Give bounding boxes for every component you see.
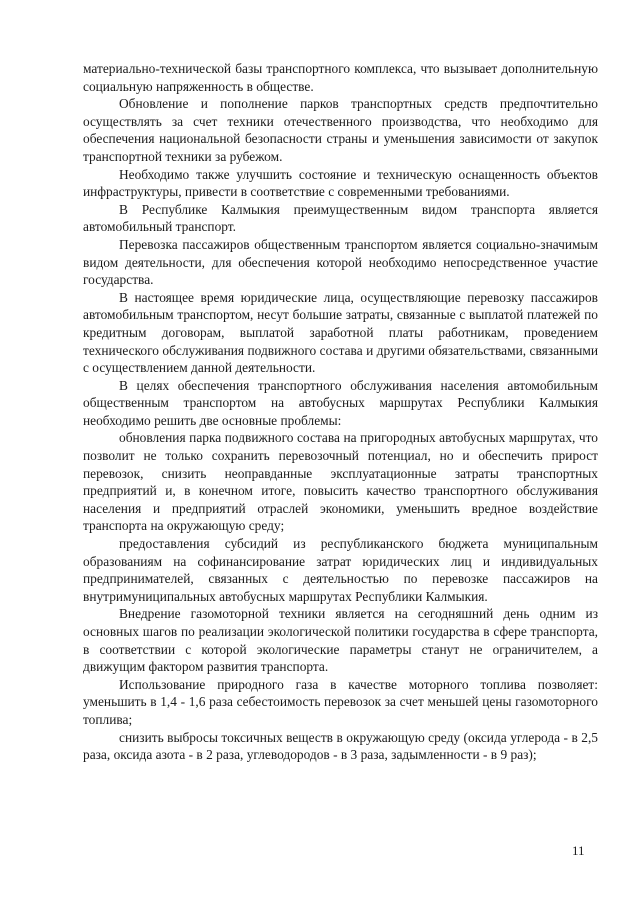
paragraph-2: Обновление и пополнение парков транспортных средств предпочтительно осуществлять за счет техники отечественного производства, что необходимо для обеспечения национальной безопасности страны и уменьшения зависимости от закупок транспортной техники за рубежом. bbox=[83, 96, 598, 164]
paragraph-4: В Республике Калмыкия преимущественным видом транспорта является автомобильный транспорт. bbox=[83, 201, 598, 235]
paragraph-8: обновления парка подвижного состава на пригородных автобусных маршрутах, что позволит не только сохранить перевозочный потенциал, но и обеспечить прирост перевозок, снизить неоправданные эксплуатационные затраты транспортных предприятий и, в конечном итоге, повысить качество транспортного обслуживания населения и предприятий отраслей экономики, уменьшить вредное воздействие транспорта на окружающую среду; bbox=[83, 430, 598, 534]
page-number: 11 bbox=[572, 843, 585, 858]
document-body bbox=[83, 60, 598, 764]
paragraph-5: Перевозка пассажиров общественным транспортом является социально-значимым видом деятельности, для обеспечения которой необходимо непосредственное участие государства. bbox=[83, 236, 598, 288]
paragraph-12: снизить выбросы токсичных веществ в окружающую среду (оксида углерода - в 2,5 раза, оксида азота - в 2 раза, углеводородов - в 3 раза, задымленности - в 9 раз); bbox=[83, 729, 598, 763]
paragraph-10: Внедрение газомоторной техники является на сегодняшний день одним из основных шагов по реализации экологической политики государства в сфере транспорта, в соответствии с которой экологические параметры станут не ограничителем, а движущим фактором развития транспорта. bbox=[83, 606, 598, 675]
paragraph-3: Необходимо также улучшить состояние и техническую оснащенность объектов инфраструктуры, привести в соответствие с современными требованиями. bbox=[83, 166, 598, 200]
paragraph-11: Использование природного газа в качестве моторного топлива позволяет: уменьшить в 1,4 - 1,6 раза себестоимость перевозок за счет меньшей цены газомоторного топлива; bbox=[83, 676, 598, 727]
paragraph-1: материально-технической базы транспортного комплекса, что вызывает дополнительную социальную напряженность в обществе. bbox=[83, 61, 598, 94]
paragraph-6: В настоящее время юридические лица, осуществляющие перевозку пассажиров автомобильным транспортом, несут большие затраты, связанные с выплатой платежей по кредитным договорам, выплатой заработной платы работникам, проведением технического обслуживания подвижного состава и другими обязательствами, связанными с осуществлением данной деятельности. bbox=[83, 289, 598, 376]
paragraph-9: предоставления субсидий из республиканского бюджета муниципальным образованиям на софинансирование затрат юридических лиц и индивидуальных предпринимателей, связанных с деятельностью по перевозке пассажиров на внутримуниципальных автобусных маршрутах Республики Калмыкия. bbox=[83, 536, 598, 604]
paragraph-7: В целях обеспечения транспортного обслуживания населения автомобильным общественным транспортом на автобусных маршрутах Республики Калмыкия необходимо решить две основные проблемы: bbox=[83, 377, 598, 428]
